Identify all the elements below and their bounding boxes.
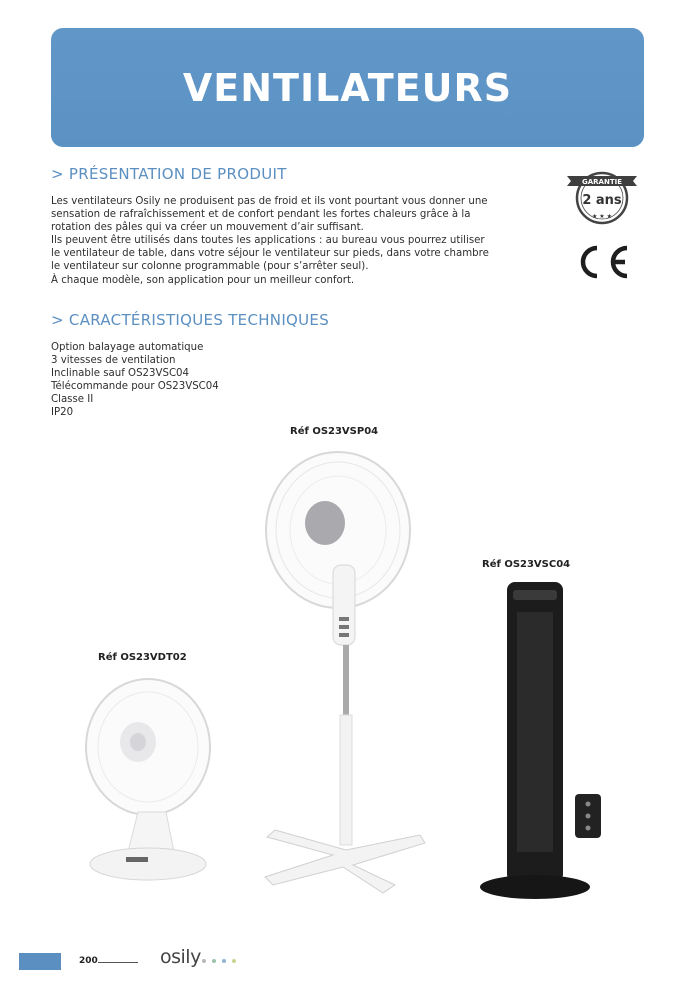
spec-item: 3 vitesses de ventilation bbox=[51, 355, 176, 366]
product-ref-standing: Réf OS23VSP04 bbox=[290, 426, 379, 437]
presentation-line: le ventilateur de table, dans votre séjour le ventilateur sur pieds, dans votre chambre bbox=[51, 248, 489, 260]
product-ref-desk: Réf OS23VDT02 bbox=[98, 652, 187, 663]
spec-item: Classe II bbox=[51, 394, 94, 405]
presentation-text bbox=[51, 195, 511, 287]
title-banner bbox=[51, 28, 644, 147]
guarantee-badge-icon bbox=[563, 167, 641, 229]
presentation-line: À chaque modèle, son application pour un meilleur confort. bbox=[51, 274, 355, 286]
presentation-heading: > PRÉSENTATION DE PRODUIT bbox=[51, 165, 287, 183]
spec-item: IP20 bbox=[51, 407, 74, 418]
page-number: 200 bbox=[79, 956, 98, 966]
footer-divider bbox=[98, 962, 138, 963]
guarantee-label: GARANTIE bbox=[582, 178, 622, 186]
footer-accent-bar bbox=[19, 953, 61, 970]
brand-dots-icon bbox=[200, 956, 250, 966]
specs-heading: > CARACTÉRISTIQUES TECHNIQUES bbox=[51, 311, 330, 329]
page-title: VENTILATEURS bbox=[182, 65, 513, 110]
spec-item: Option balayage automatique bbox=[51, 342, 204, 353]
presentation-line: Les ventilateurs Osily ne produisent pas de froid et ils vont pourtant vous donner une bbox=[51, 196, 488, 207]
tower-fan-image bbox=[475, 582, 635, 902]
spec-item: Inclinable sauf OS23VSC04 bbox=[51, 368, 190, 379]
spec-item: Télécommande pour OS23VSC04 bbox=[51, 381, 219, 392]
presentation-line: sensation de rafraîchissement et de confort pendant les fortes chaleurs grâce à la bbox=[51, 209, 471, 221]
standing-fan-image bbox=[255, 445, 430, 900]
presentation-line: le ventilateur sur colonne programmable (pour s’arrêter seul). bbox=[51, 261, 369, 273]
desk-fan-image bbox=[78, 672, 218, 887]
presentation-line: rotation des pâles qui va créer un mouvement d’air suffisant. bbox=[51, 222, 364, 234]
product-ref-tower: Réf OS23VSC04 bbox=[482, 559, 571, 570]
specs-list bbox=[51, 341, 219, 419]
presentation-line: Ils peuvent être utilisés dans toutes les applications : au bureau vous pourrez utiliser bbox=[51, 235, 485, 247]
ce-mark-icon bbox=[571, 240, 633, 284]
brand-logo: osily bbox=[160, 946, 201, 968]
guarantee-value: 2 ans bbox=[582, 193, 622, 208]
svg-text:★ ★ ★: ★ ★ ★ bbox=[592, 213, 612, 220]
